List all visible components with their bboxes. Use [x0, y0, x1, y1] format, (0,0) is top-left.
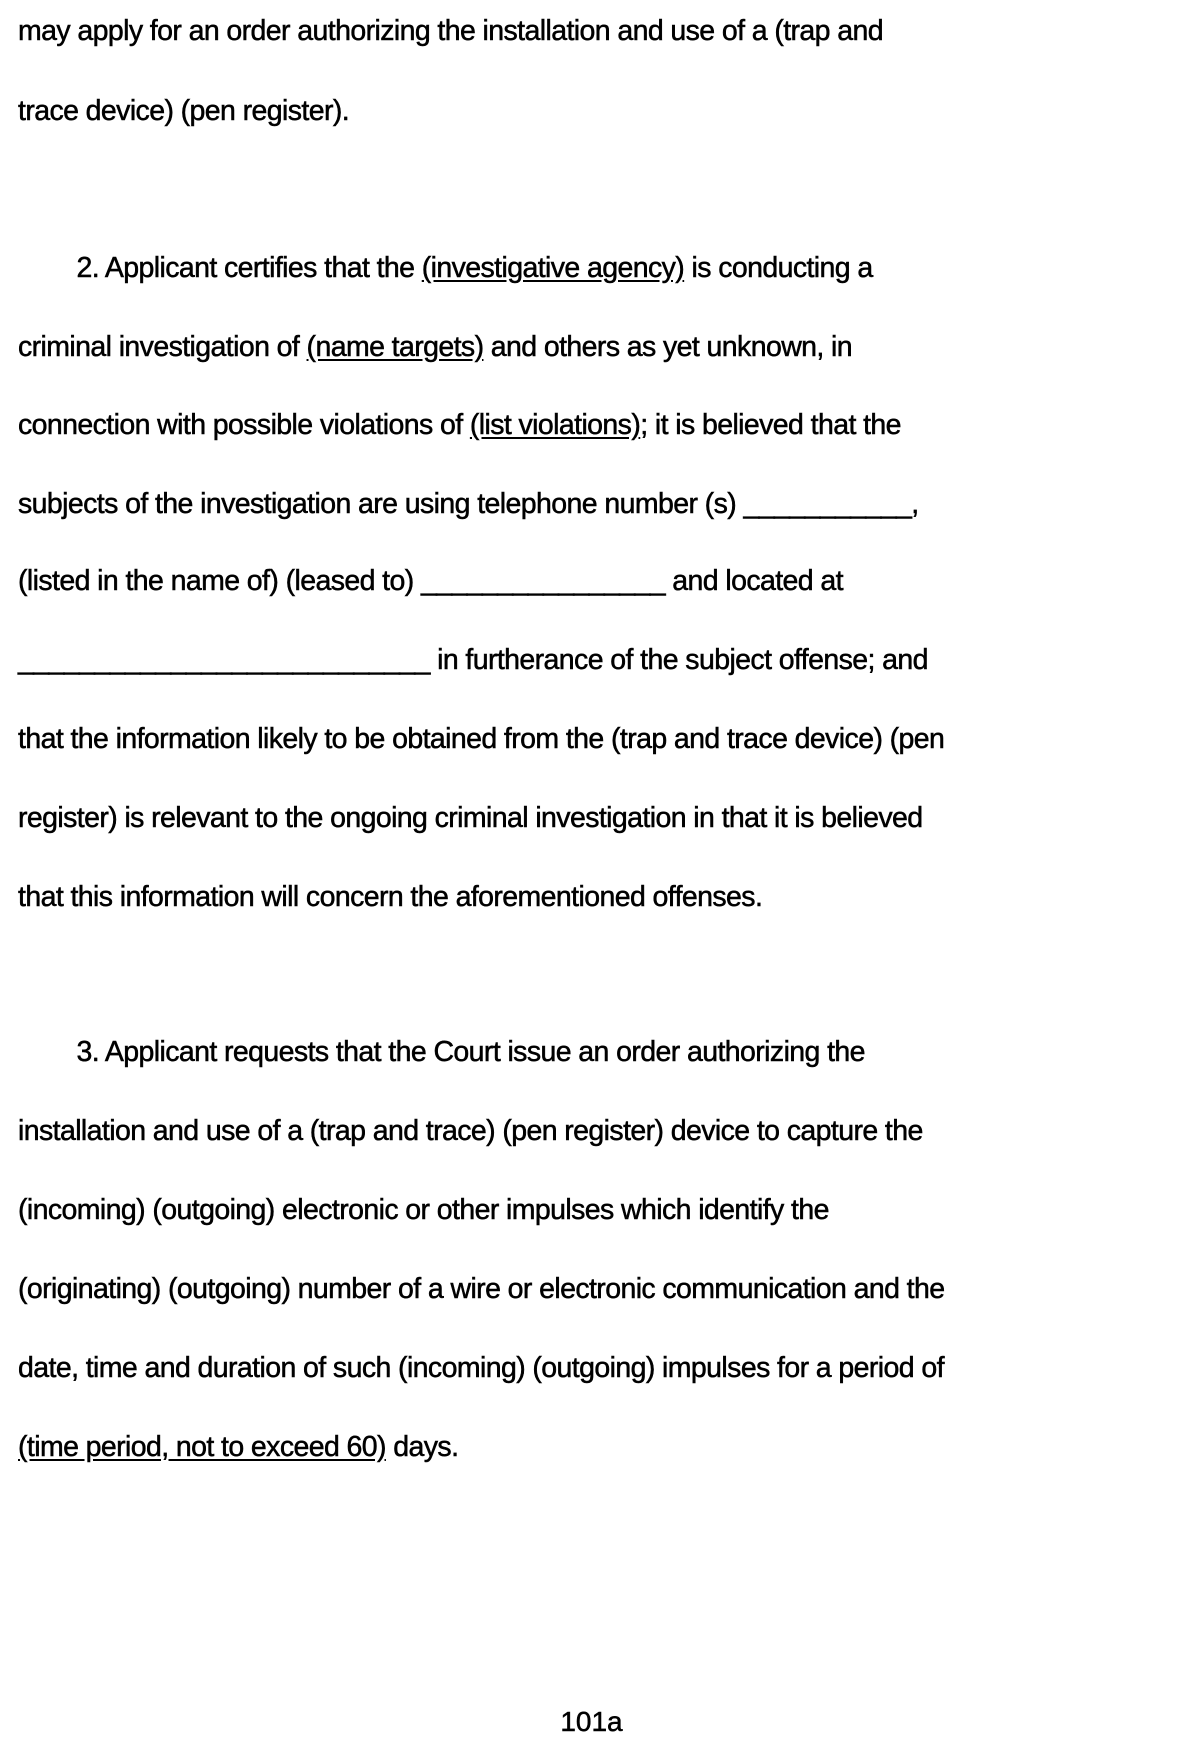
- text-line: [18, 722, 944, 756]
- text-line: [18, 1430, 458, 1464]
- text-line: [18, 1035, 865, 1069]
- text-segment: that the information likely to be obtained from the (trap and trace device) (pen: [18, 723, 945, 755]
- text-segment: in furtherance of the subject offense; and: [429, 644, 928, 676]
- text-line: [18, 487, 919, 521]
- text-segment: criminal investigation of: [18, 331, 307, 363]
- text-segment: register) is relevant to the ongoing criminal investigation in that it is believed: [18, 802, 923, 834]
- text-segment: (listed in the name of) (leased to): [18, 565, 421, 597]
- text-line: [18, 1193, 829, 1227]
- text-line: [18, 408, 901, 442]
- text-segment: ,: [911, 488, 919, 520]
- text-segment: and located at: [664, 565, 843, 597]
- text-line: [18, 801, 922, 835]
- text-segment: days.: [385, 1431, 459, 1463]
- blank-field: ___________________________: [18, 644, 430, 676]
- text-line: [18, 251, 873, 285]
- text-line: [18, 880, 762, 914]
- text-segment: is conducting a: [684, 252, 873, 284]
- text-line: [18, 564, 843, 598]
- text-segment: trace device) (pen register).: [18, 95, 350, 127]
- text-line: [18, 643, 928, 677]
- text-line: [18, 1272, 944, 1306]
- text-segment: 3. Applicant requests that the Court issue an order authorizing the: [18, 1036, 865, 1068]
- text-segment: date, time and duration of such (incoming) (outgoing) impulses for a period of: [18, 1352, 944, 1384]
- text-line: [18, 330, 852, 364]
- text-segment: and others as yet unknown, in: [483, 331, 853, 363]
- text-segment: that this information will concern the aforementioned offenses.: [18, 881, 763, 913]
- text-line: [18, 1114, 923, 1148]
- blank-field: ___________: [743, 488, 912, 520]
- text-line: [18, 94, 349, 128]
- underlined-placeholder: (name targets): [306, 331, 484, 363]
- underlined-placeholder: (list violations): [469, 409, 641, 441]
- text-segment: ; it is believed that the: [640, 409, 901, 441]
- text-segment: may apply for an order authorizing the installation and use of a (trap and: [18, 15, 883, 47]
- text-segment: installation and use of a (trap and trace) (pen register) device to capture the: [18, 1115, 923, 1147]
- text-segment: subjects of the investigation are using telephone number (s): [18, 488, 744, 520]
- blank-field: ________________: [420, 565, 665, 597]
- text-segment: (incoming) (outgoing) electronic or other impulses which identify the: [18, 1194, 829, 1226]
- text-segment: connection with possible violations of: [18, 409, 470, 441]
- underlined-placeholder: (time period, not to exceed 60): [18, 1431, 386, 1463]
- text-segment: 2. Applicant certifies that the: [18, 252, 422, 284]
- text-line: [18, 14, 883, 48]
- underlined-placeholder: (investigative agency): [421, 252, 685, 284]
- text-segment: (originating) (outgoing) number of a wire or electronic communication and the: [18, 1273, 945, 1305]
- text-line: [18, 1351, 944, 1385]
- page-number: 101a: [560, 1706, 623, 1737]
